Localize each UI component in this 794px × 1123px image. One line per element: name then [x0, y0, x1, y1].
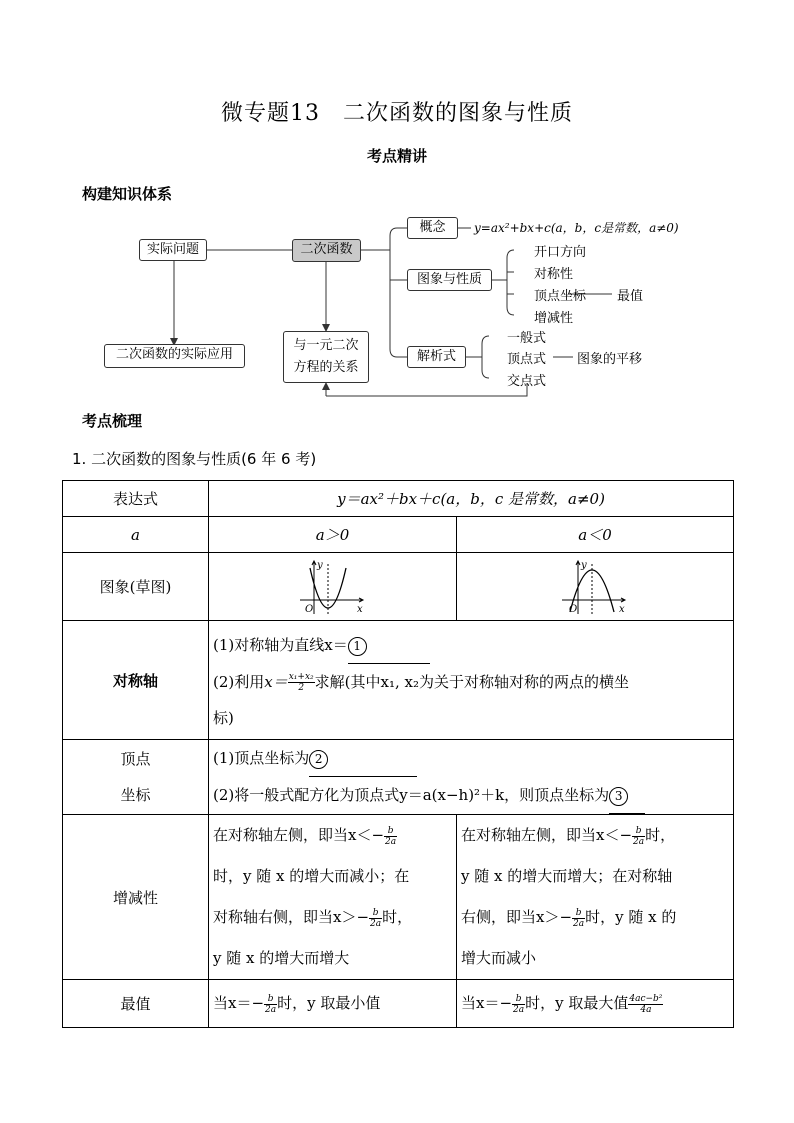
frac-2a: 2a: [265, 1004, 277, 1015]
mind-map: [0, 0, 794, 420]
properties-table: [62, 480, 734, 1028]
label-expression: 表达式: [63, 481, 209, 517]
node-concept: 概念: [407, 217, 458, 239]
page-title: 微专题13 二次函数的图象与性质: [221, 101, 573, 126]
leaf-vertex-form: 顶点式: [507, 352, 547, 367]
max-frac-numerator: 4ac−b²: [629, 993, 663, 1004]
row-a: [63, 517, 734, 553]
value-max-positive: [209, 980, 457, 1028]
feedback-line: [326, 383, 527, 396]
frac-2a: 2a: [573, 918, 585, 929]
frac-b: b: [632, 826, 645, 837]
frac-2a: 2a: [370, 918, 382, 929]
label-monotonic: 增减性: [63, 815, 209, 980]
row-max: [63, 980, 734, 1028]
frac-b: b: [572, 908, 585, 919]
axis-item-2-continuation: 标): [213, 708, 234, 727]
graph-origin-label: O: [569, 603, 578, 615]
vertex-label-line-1: 顶点: [120, 750, 151, 768]
leaf-max-min: 最值: [617, 289, 644, 304]
frac-b: b: [384, 826, 397, 837]
graph-cell-negative: [457, 553, 734, 621]
graph-upward-parabola: [298, 558, 368, 616]
section-heading-knowledge: 构建知识体系: [82, 185, 173, 203]
leaf-monotonic: 增减性: [534, 311, 574, 326]
brace-graph: [507, 250, 514, 315]
graph-downward-parabola: [560, 558, 630, 616]
label-axis: 对称轴: [63, 621, 209, 740]
value-monotonic-positive: [209, 815, 457, 980]
leaf-symmetry: 对称性: [534, 267, 574, 282]
relation-line-2: 方程的关系: [293, 360, 359, 375]
value-expression: y＝ax²＋bx＋c(a，b，c 是常数，a≠0): [209, 481, 734, 517]
graph-cell-positive: [209, 553, 457, 621]
max-pos-a: 当x＝−: [213, 994, 265, 1013]
max-neg-a: 当x＝−: [461, 994, 513, 1013]
axis-item-2-suffix: 求解(其中x₁, x₂为关于对称轴对称的两点的横坐: [314, 672, 629, 691]
label-graph: 图象(草图): [63, 553, 209, 621]
leaf-vertex-coord: 顶点坐标: [534, 289, 587, 304]
row-vertex: [63, 740, 734, 815]
frac-2a: 2a: [385, 836, 397, 847]
value-monotonic-negative: [457, 815, 734, 980]
leaf-general-form: 一般式: [507, 331, 547, 346]
max-frac-denominator: 4a: [640, 1004, 652, 1015]
answer-blank-3[interactable]: [609, 777, 645, 814]
axis-item-1: (1)对称轴为直线x＝: [213, 635, 348, 654]
mono-neg-line-4: 增大而减小: [461, 949, 537, 967]
mono-pos-line-2: 时，y 随 x 的增大而减小；在: [213, 867, 410, 885]
node-analytic: 解析式: [407, 346, 466, 368]
label-max: 最值: [63, 980, 209, 1028]
mono-pos-line-3b: 时，: [382, 908, 413, 926]
mono-neg-line-1a: 在对称轴左侧，即当x＜−: [461, 826, 633, 844]
value-max-negative: [457, 980, 734, 1028]
row-axis: [63, 621, 734, 740]
vertex-label-line-2: 坐标: [120, 786, 151, 804]
mono-neg-line-3a: 右侧，即当x＞−: [461, 908, 573, 926]
frac-b: b: [264, 994, 277, 1005]
graph-origin-label: O: [304, 603, 313, 615]
row-monotonic: [63, 815, 734, 980]
vertex-item-2: (2)将一般式配方化为顶点式y＝a(x−h)²＋k，则顶点坐标为: [213, 786, 610, 804]
value-a-negative: a＜0: [457, 517, 734, 553]
row-expression: [63, 481, 734, 517]
mono-pos-line-4: y 随 x 的增大而增大: [213, 949, 350, 967]
concept-formula: y=ax²+bx+c(a，b，c是常数，a≠0): [474, 221, 679, 235]
mono-neg-line-1b: 时，: [645, 826, 676, 844]
node-actual-problem: 实际问题: [139, 239, 207, 261]
max-pos-b: 时，y 取最小值: [277, 994, 381, 1013]
axis-item-2-prefix: (2)利用: [213, 672, 265, 691]
value-a-positive: a＞0: [209, 517, 457, 553]
section-heading-properties: 1. 二次函数的图象与性质(6 年 6 考): [72, 450, 317, 468]
frac-b: b: [369, 908, 382, 919]
answer-blank-1[interactable]: [348, 627, 430, 664]
vertex-item-1: (1)顶点坐标为: [213, 749, 310, 767]
mono-pos-line-1: 在对称轴左侧，即当x＜−: [213, 826, 385, 844]
max-neg-b: 时，y 取最大值: [525, 994, 629, 1013]
graph-y-label: y: [581, 559, 587, 571]
section-heading-review: 考点梳理: [82, 412, 143, 430]
label-a: a: [63, 517, 209, 553]
node-application: 二次函数的实际应用: [104, 344, 245, 368]
axis-frac-denominator: 2: [298, 683, 305, 693]
answer-blank-2[interactable]: [309, 740, 417, 777]
frac-2a: 2a: [513, 1004, 525, 1015]
graph-y-label: y: [316, 559, 323, 571]
node-quadratic-function: 二次函数: [292, 239, 361, 262]
leaf-translation: 图象的平移: [577, 352, 643, 367]
node-graph-properties: 图象与性质: [407, 269, 492, 291]
value-axis: [209, 621, 734, 740]
label-vertex: [63, 740, 209, 815]
leaf-intercept-form: 交点式: [507, 374, 547, 389]
frac-b: b: [512, 994, 525, 1005]
circle-number-3: 3: [609, 787, 628, 806]
axis-item-2-x: x＝: [264, 672, 288, 691]
circle-number-2: 2: [309, 750, 328, 769]
row-graph: [63, 553, 734, 621]
mono-neg-line-3b: 时，y 随 x 的: [585, 908, 677, 926]
value-vertex: [209, 740, 734, 815]
subtitle: 考点精讲: [366, 147, 427, 165]
graph-x-label: x: [356, 603, 363, 615]
node-equation-relation: [283, 331, 369, 383]
axis-frac-numerator: x₁+x₂: [288, 672, 314, 682]
leaf-opening: 开口方向: [534, 245, 587, 260]
graph-x-label: x: [619, 603, 625, 615]
relation-line-1: 与一元二次: [293, 338, 359, 353]
frac-2a: 2a: [633, 836, 645, 847]
mono-pos-line-3a: 对称轴右侧，即当x＞−: [213, 908, 370, 926]
brace-main: [390, 228, 407, 357]
mono-neg-line-2: y 随 x 的增大而增大；在对称轴: [461, 867, 673, 885]
circle-number-1: 1: [348, 637, 367, 656]
brace-analytic: [482, 336, 489, 378]
